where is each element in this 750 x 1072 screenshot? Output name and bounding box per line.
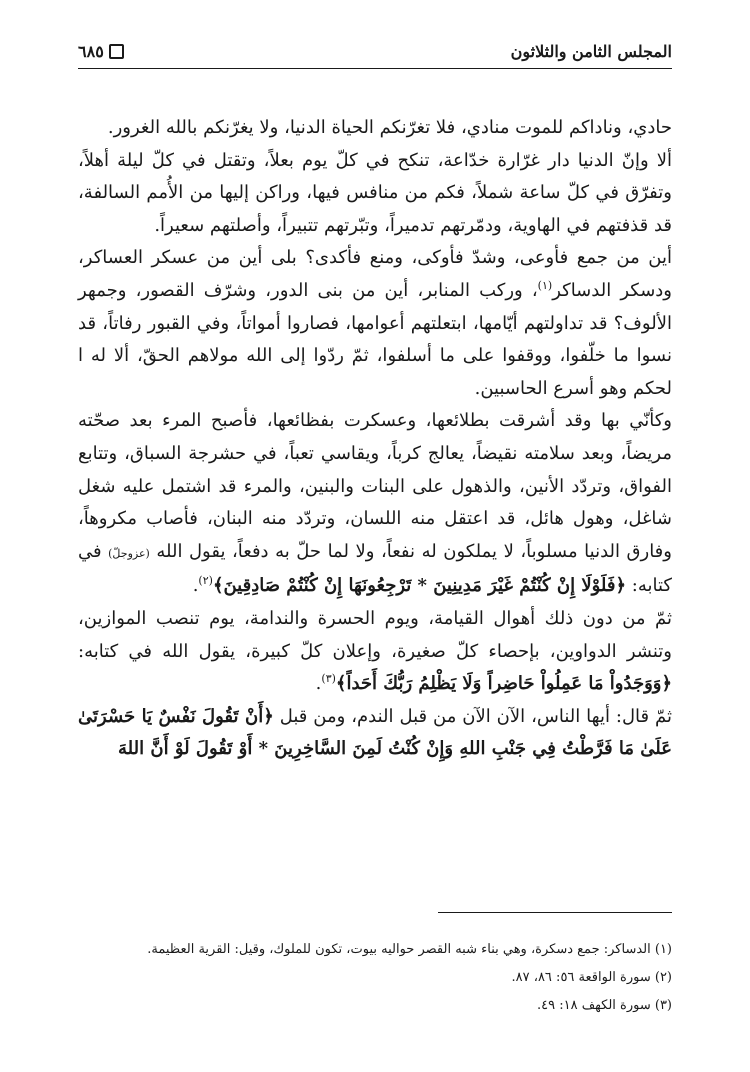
paragraph-5-end: . (315, 673, 322, 695)
page-header (78, 34, 672, 69)
footnote-1: (١) الدساكر: جمع دسكرة، وهي بناء شبه القصر حواليه بيوت، تكون للملوك، وقيل: القرية العظيمة. (147, 942, 672, 957)
paragraph-2 (78, 145, 672, 243)
paragraph-6 (78, 701, 672, 766)
footnote-3: (٣) سورة الكهف ١٨: ٤٩. (536, 998, 672, 1013)
paragraph-4-text-a: وكأنّي بها وقد أشرقت بطلائعها، وعسكرت بفظائعها، فأصبح المرء بعد صحّته مريضاً، وبعد سلامته نقيضاً، يعالج كرباً، ويقاسي تعباً، في حشرجة السباق، وتتابع الفواق، وتردّد الأنين، والذهول على البنات والبنين، والمرء قد اشتمل عليه شغل شاغل، وهول هائل، قد اعتقل منه اللسان، وتردّد منه البنان، فأصاب مكروهاً، وفارق الدنيا مسلوباً، لا يملكون له نفعاً، ولا لما حلّ به دفعاً، يقول الله (78, 410, 672, 562)
quran-verse-3: ﴿أَنْ تَقُولَ نَفْسٌ يَا حَسْرَتَىٰ عَلَىٰ مَا فَرَّطْتُ فِي جَنْبِ اللهِ وَإِنْ كُنْتُ لَمِنَ السَّاخِرِينَ * أَوْ تَقُولَ لَوْ أَنَّ اللهَ (78, 705, 672, 760)
footnote-ref-2: (٢) (198, 574, 213, 588)
paragraph-5-text-a: ثمّ من دون ذلك أهوال القيامة، ويوم الحسرة والندامة، يوم تنصب الموازين، وتنشر الدواوين، بإحصاء كلّ صغيرة، وإعلان كلّ كبيرة، يقول الله في كتابه: (78, 607, 672, 662)
honorific: (عزوجلّ) (108, 546, 150, 560)
footnote-divider (438, 912, 672, 913)
page-number-block (78, 42, 124, 61)
footnotes (78, 936, 672, 1020)
running-title: المجلس الثامن والثلاثون (510, 41, 672, 61)
paragraph-4-end: . (192, 575, 199, 597)
square-ornament-icon (109, 44, 124, 59)
paragraph-4 (78, 405, 672, 603)
main-text (78, 112, 672, 766)
footnote-ref-3: (٣) (321, 672, 336, 686)
quran-verse-2: ﴿وَوَجَدُواْ مَا عَمِلُواْ حَاضِراً وَلَا يَظْلِمُ رَبُّكَ أَحَداً﴾ (335, 673, 672, 695)
paragraph-5 (78, 603, 672, 701)
paragraph-3 (78, 242, 672, 405)
paragraph-1-text: حادي، وناداكم للموت منادي، فلا تغرّنكم الحياة الدنيا، ولا يغرّنكم بالله الغرور. (107, 117, 672, 138)
footnote-2: (٢) سورة الواقعة ٥٦: ٨٦، ٨٧. (511, 970, 672, 985)
paragraph-1 (78, 112, 672, 145)
paragraph-3-text-a: أين من جمع فأوعى، وشدّ فأوكى، ومنع فأكدى؟ بلى أين من عسكر العساكر، ودسكر الدساكر (78, 247, 672, 301)
page-number: ٦٨٥ (78, 41, 104, 61)
paragraph-3-text-b: ، وركب المنابر، أين من بنى الدور، وشرّف القصور، وجمهر الألوف؟ قد تداولتهم أيّامها، ابتعلتهم أعوامها، فصاروا أمواتاً، وفي القبور رفاتاً، قد نسوا ما خلّفوا، ووقفوا على ما أسلفوا، ثمّ ردّوا إلى الله مولاهم الحقّ، ألا له ا لحكم وهو أسرع الحاسبين. (78, 279, 672, 399)
quran-verse-1: ﴿فَلَوْلَا إِنْ كُنْتُمْ غَيْرَ مَدِينِينَ * تَرْجِعُونَهَا إِنْ كُنْتُمْ صَادِقِينَ﴾ (212, 575, 627, 597)
paragraph-2-text: ألا وإنّ الدنيا دار غرّارة خدّاعة، تنكح في كلّ يوم بعلاً، وتقتل في كلّ ليلة أهلاً، وتفرّق في كلّ ساعة شملاً، فكم من منافس فيها، وراكن إليها من الأُمم السالفة، قد قذفتهم في الهاوية، ودمّرتهم تدميراً، وتبّرتهم تتبيراً، وأصلتهم سعيراً. (78, 149, 672, 236)
footnote-ref-1: (١) (537, 278, 553, 292)
paragraph-4-text-b: في كتابه: (78, 540, 672, 597)
paragraph-6-text-a: ثمّ قال: أيها الناس، الآن الآن من قبل الندم، ومن قبل (279, 705, 673, 727)
